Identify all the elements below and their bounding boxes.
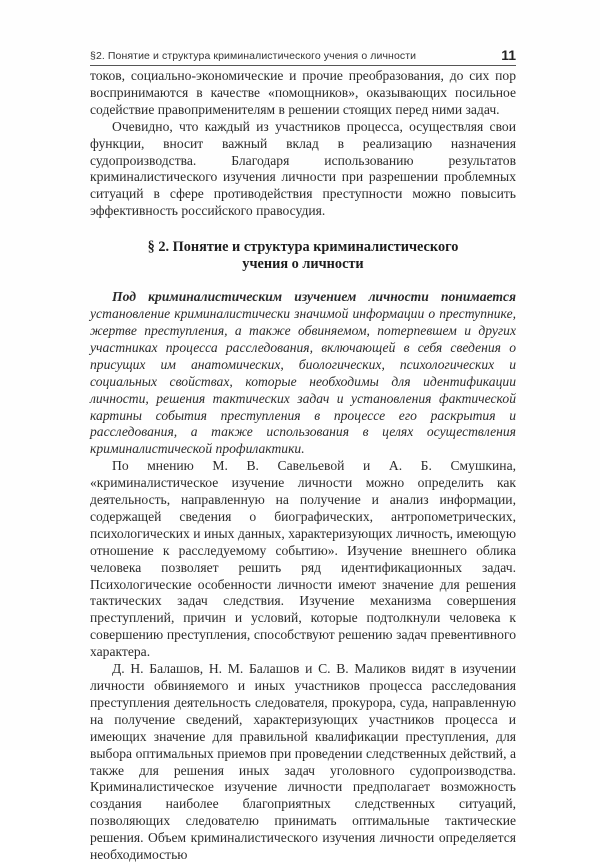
section-heading [90,239,516,273]
running-header [90,42,516,66]
section-heading-line-2: учения о личности [242,256,364,273]
paragraph-continuation: токов, социально-экономические и прочие преобразования, до сих пор воспринимаются в качестве «помощников», оказывающих посильное содействие правоприменителям в решении стоящих перед ними задач. [90,68,516,117]
page-number: 11 [501,47,516,63]
definition-term: Под криминалистическим изучением личности понимается [112,289,516,305]
paragraph-participants-role: Очевидно, что каждый из участников процесса, осуществляя свои функции, вносит важный вклад в реализацию назначения судопроизводства. Благодаря использованию результатов криминалистического изучения личности при разрешении проблемных ситуаций в сфере противодействия преступности можно повысить эффективность российского правосудия. [90,118,516,219]
paragraph-savelieva-smushkin: По мнению М. В. Савельевой и А. Б. Смушкина, «криминалистическое изучение личности можно определить как деятельность, направленную на получение и анализ информации, содержащей сведения о биографических, антропометрических, психологических и иных данных, характеризующих личность, имеющую отношение к расследуемому событию». Изучение внешнего облика человека позволяет решить ряд идентификационных задач. Психологические особенности личности имеют значение для решения тактических задач следствия. Изучение механизма совершения преступлений, причин и условий, которые подтолкнули человека к совершению преступления, способствуют решению задач превентивного характера. [90,458,516,660]
definition-paragraph [90,289,516,458]
running-title: §2. Понятие и структура криминалистического учения о личности [90,50,417,62]
section-heading-line-1: § 2. Понятие и структура криминалистического [147,239,459,256]
page-body [90,68,516,864]
paragraph-balashov-malikov: Д. Н. Балашов, Н. М. Балашов и С. В. Маликов видят в изучении личности обвиняемого и иных участников процесса расследования преступления деятельность следователя, прокурора, суда, направленную на получение сведений, характеризующих участников процесса и имеющих значение для правильной квалификации преступления, для выбора оптимальных приемов при проведении следственных действий, а также для решения иных задач уголовного судопроизводства. Криминалистическое изучение личности предполагает возможность создания наиболее благоприятных следственных ситуаций, позволяющих следователю принимать оптимальные тактические решения. Объем криминалистического изучения личности определяется необходимостью [90,661,516,863]
definition-text: установление криминалистически значимой информации о преступнике, жертве преступления, а также обвиняемом, потерпевшем и других участниках процесса расследования, включающей в себя сведения о присущих им анатомических, биологических, психологических и социальных свойствах, которые необходимы для идентификации личности, решения тактических задач и установления фактической картины события преступления в процессе его раскрытия и расследования, а также использования в целях осуществления криминалистической профилактики. [90,306,516,457]
